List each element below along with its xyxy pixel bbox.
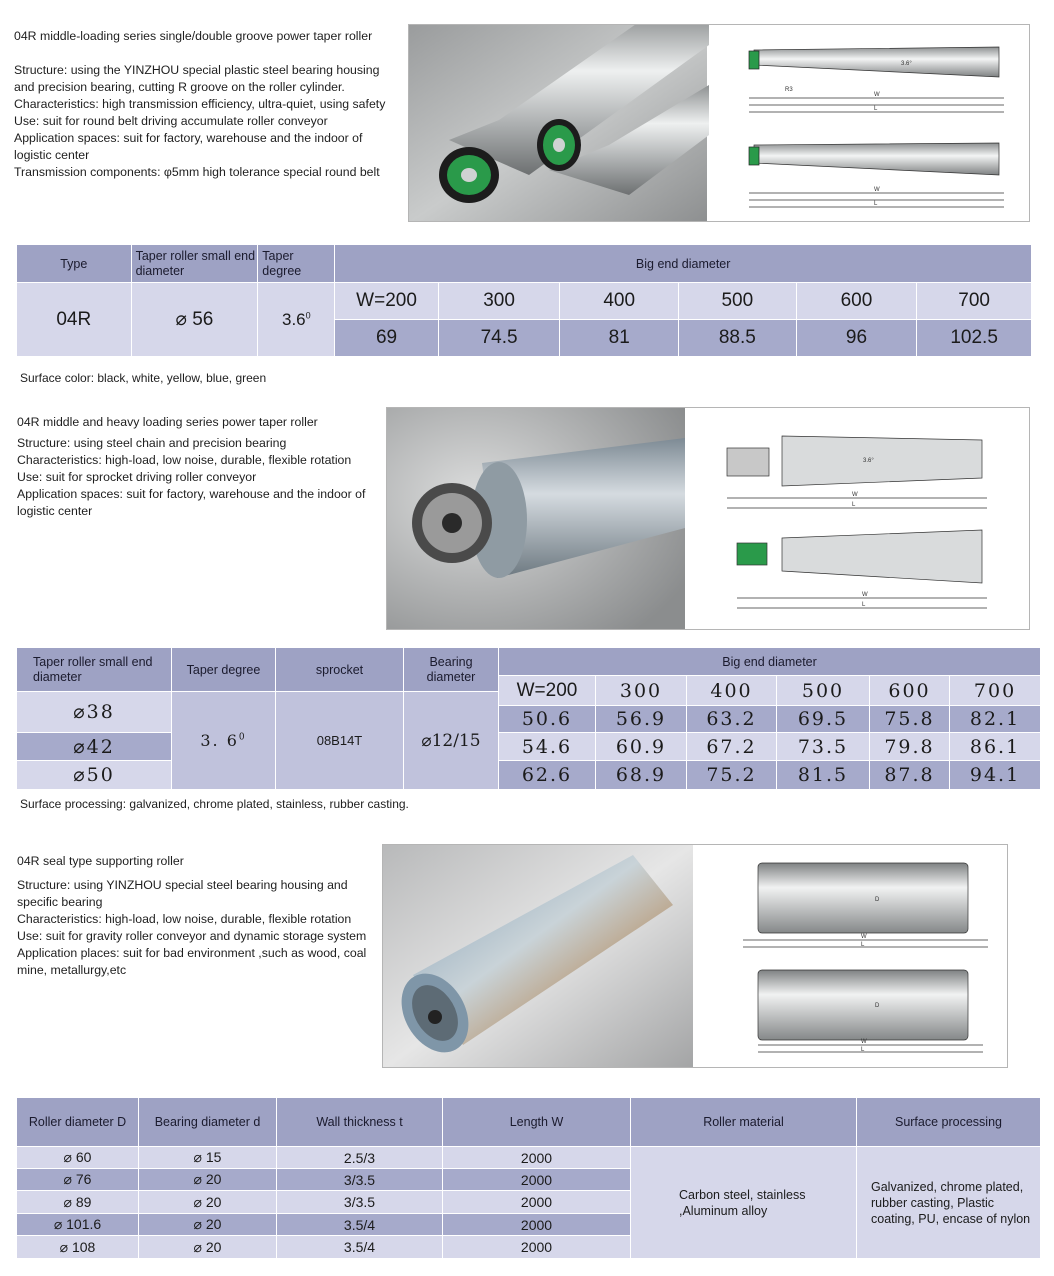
width-col: 700 xyxy=(917,283,1032,320)
supporting-roller-photo-panel xyxy=(382,844,1008,1068)
section2-line: Use: suit for sprocket driving roller conveyor xyxy=(17,470,257,484)
wall-thickness-value: 3.5/4 xyxy=(277,1214,443,1236)
header-bearing-diameter: Bearing diameter xyxy=(404,648,499,692)
section3-line: Characteristics: high-load, low noise, durable, flexible rotation xyxy=(17,912,352,926)
header-small-end: Taper roller small end diameter xyxy=(131,245,258,283)
length-label: L xyxy=(861,942,865,948)
big-end-value: 69.5 xyxy=(777,706,870,733)
big-end-value: 81 xyxy=(560,320,679,357)
length-label: L xyxy=(874,201,878,207)
section1-line: Characteristics: high transmission efficiency, ultra-quiet, using safety xyxy=(14,97,386,111)
header-taper-degree: Taper degree xyxy=(172,648,276,692)
width-col: 400 xyxy=(560,283,679,320)
header-type: Type xyxy=(17,245,132,283)
length-label: L xyxy=(862,602,866,608)
width-label: W xyxy=(874,187,880,193)
length-label: L xyxy=(874,106,878,112)
section1-description xyxy=(14,28,404,181)
big-end-value: 50.6 xyxy=(499,706,596,733)
header-sprocket: sprocket xyxy=(276,648,404,692)
header-bearing-diameter: Bearing diameter d xyxy=(139,1098,277,1147)
length-value: 2000 xyxy=(443,1236,631,1259)
roller-diameter-value: ⌀ 89 xyxy=(17,1191,139,1214)
section1-title: 04R middle-loading series single/double groove power taper roller xyxy=(14,29,373,43)
section3-spec-table xyxy=(16,1097,1041,1259)
length-value: 2000 xyxy=(443,1169,631,1191)
big-end-value: 102.5 xyxy=(917,320,1032,357)
bearing-diameter-value: ⌀ 20 xyxy=(139,1191,277,1214)
wall-thickness-value: 2.5/3 xyxy=(277,1147,443,1169)
taper-degree-value xyxy=(258,283,335,357)
big-end-value: 88.5 xyxy=(679,320,797,357)
section1-line: Structure: using the YINZHOU special plastic steel bearing housing xyxy=(14,63,380,77)
width-col: 300 xyxy=(438,283,560,320)
big-end-value: 67.2 xyxy=(687,733,777,761)
width-col: 700 xyxy=(950,676,1041,706)
section3-line: specific bearing xyxy=(17,895,103,909)
bearing-diameter-value: ⌀ 20 xyxy=(139,1169,277,1191)
groove-roller-photo-panel xyxy=(408,24,1030,222)
small-end-value: ⌀50 xyxy=(17,761,172,790)
width-label: W xyxy=(852,492,858,498)
roller-material-value: Carbon steel, stainless ,Aluminum alloy xyxy=(631,1147,857,1259)
wall-thickness-value: 3/3.5 xyxy=(277,1191,443,1214)
length-value: 2000 xyxy=(443,1191,631,1214)
small-end-value: ⌀38 xyxy=(17,692,172,733)
width-label: W xyxy=(861,934,867,940)
section3-title: 04R seal type supporting roller xyxy=(17,854,184,868)
surface-processing-value: Galvanized, chrome plated, rubber casting, Plastic coating, PU, encase of nylon xyxy=(857,1147,1041,1259)
big-end-value: 96 xyxy=(796,320,917,357)
header-roller-material: Roller material xyxy=(631,1098,857,1147)
big-end-value: 87.8 xyxy=(870,761,950,790)
width-col: W=200 xyxy=(335,283,438,320)
section1-spec-table xyxy=(16,244,1032,357)
taper-degree-number: 3.6 xyxy=(281,309,306,329)
length-value: 2000 xyxy=(443,1214,631,1236)
wall-thickness-value: 3/3.5 xyxy=(277,1169,443,1191)
big-end-value: 60.9 xyxy=(596,733,687,761)
length-label: L xyxy=(861,1047,865,1053)
header-length: Length W xyxy=(443,1098,631,1147)
section2-line: logistic center xyxy=(17,504,93,518)
width-col: 400 xyxy=(687,676,777,706)
sprocket-roller-drawings xyxy=(727,436,987,608)
width-col: 600 xyxy=(870,676,950,706)
width-col: W=200 xyxy=(499,676,596,706)
big-end-value: 62.6 xyxy=(499,761,596,790)
header-taper-degree: Taper degree xyxy=(258,245,335,283)
big-end-value: 75.8 xyxy=(870,706,950,733)
small-end-value: ⌀42 xyxy=(17,733,172,761)
header-wall-thickness: Wall thickness t xyxy=(277,1098,443,1147)
big-end-value: 86.1 xyxy=(950,733,1041,761)
section2-line: Characteristics: high-load, low noise, durable, flexible rotation xyxy=(17,453,352,467)
section3-line: Use: suit for gravity roller conveyor and dynamic storage system xyxy=(17,929,367,943)
angle-label: 3.6° xyxy=(901,61,912,67)
angle-label: 3.6° xyxy=(863,458,874,464)
length-value: 2000 xyxy=(443,1147,631,1169)
big-end-value: 94.1 xyxy=(950,761,1041,790)
big-end-value: 69 xyxy=(335,320,438,357)
section2-surface-note: Surface processing: galvanized, chrome plated, stainless, rubber casting. xyxy=(20,797,409,811)
groove-roller-drawing-labels xyxy=(785,61,912,207)
section2-line: Application spaces: suit for factory, warehouse and the indoor of xyxy=(17,487,366,501)
width-col: 300 xyxy=(596,676,687,706)
header-big-end: Big end diameter xyxy=(335,245,1032,283)
section3-description xyxy=(17,853,379,979)
section1-surface-note: Surface color: black, white, yellow, blue, green xyxy=(20,371,267,385)
header-roller-diameter: Roller diameter D xyxy=(17,1098,139,1147)
big-end-value: 73.5 xyxy=(777,733,870,761)
diameter-label: D xyxy=(875,897,880,903)
section3-line: Structure: using YINZHOU special steel bearing housing and xyxy=(17,878,348,892)
section1-line: Application spaces: suit for factory, warehouse and the indoor of xyxy=(14,131,363,145)
diameter-label: D xyxy=(875,1003,880,1009)
width-col: 500 xyxy=(679,283,797,320)
degree-mark: 0 xyxy=(305,309,311,320)
width-col: 600 xyxy=(796,283,917,320)
roller-diameter-value: ⌀ 108 xyxy=(17,1236,139,1259)
length-label: L xyxy=(852,502,856,508)
groove-label: R3 xyxy=(785,87,793,93)
big-end-value: 68.9 xyxy=(596,761,687,790)
bearing-diameter-value: ⌀ 15 xyxy=(139,1147,277,1169)
roller-diameter-value: ⌀ 101.6 xyxy=(17,1214,139,1236)
big-end-value: 54.6 xyxy=(499,733,596,761)
taper-degree-number: 3. 6 xyxy=(200,731,239,750)
section3-line: Application places: suit for bad environment ,such as wood, coal xyxy=(17,946,367,960)
section1-line: and precision bearing, cutting R groove on the roller cylinder. xyxy=(14,80,345,94)
section2-description xyxy=(17,414,382,520)
section1-line: Transmission components: φ5mm high tolerance special round belt xyxy=(14,165,380,179)
type-value: 04R xyxy=(17,283,132,357)
width-label: W xyxy=(861,1039,867,1045)
big-end-value: 75.2 xyxy=(687,761,777,790)
big-end-value: 63.2 xyxy=(687,706,777,733)
small-end-value: ⌀ 56 xyxy=(131,283,258,357)
bearing-diameter-value: ⌀ 20 xyxy=(139,1214,277,1236)
taper-degree-value xyxy=(172,692,276,790)
bearing-value: ⌀12/15 xyxy=(404,692,499,790)
degree-mark: 0 xyxy=(238,732,247,743)
width-col: 500 xyxy=(777,676,870,706)
supporting-roller-drawings xyxy=(743,863,988,1052)
roller-diameter-value: ⌀ 76 xyxy=(17,1169,139,1191)
section1-line: Use: suit for round belt driving accumulate roller conveyor xyxy=(14,114,328,128)
wall-thickness-value: 3.5/4 xyxy=(277,1236,443,1259)
big-end-value: 82.1 xyxy=(950,706,1041,733)
bearing-diameter-value: ⌀ 20 xyxy=(139,1236,277,1259)
big-end-value: 81.5 xyxy=(777,761,870,790)
header-surface-processing: Surface processing xyxy=(857,1098,1041,1147)
roller-diameter-value: ⌀ 60 xyxy=(17,1147,139,1169)
section1-line: logistic center xyxy=(14,148,90,162)
sprocket-value: 08B14T xyxy=(276,692,404,790)
sprocket-roller-photo-panel xyxy=(386,407,1030,630)
width-label: W xyxy=(862,592,868,598)
groove-roller-drawings xyxy=(749,47,1004,207)
section2-spec-table xyxy=(16,647,1041,790)
section3-line: mine, metallurgy,etc xyxy=(17,963,127,977)
big-end-value: 74.5 xyxy=(438,320,560,357)
section2-title: 04R middle and heavy loading series power taper roller xyxy=(17,415,318,429)
width-label: W xyxy=(874,92,880,98)
header-big-end: Big end diameter xyxy=(499,648,1041,676)
section2-line: Structure: using steel chain and precision bearing xyxy=(17,436,287,450)
big-end-value: 79.8 xyxy=(870,733,950,761)
header-small-end: Taper roller small end diameter xyxy=(17,648,172,692)
big-end-value: 56.9 xyxy=(596,706,687,733)
